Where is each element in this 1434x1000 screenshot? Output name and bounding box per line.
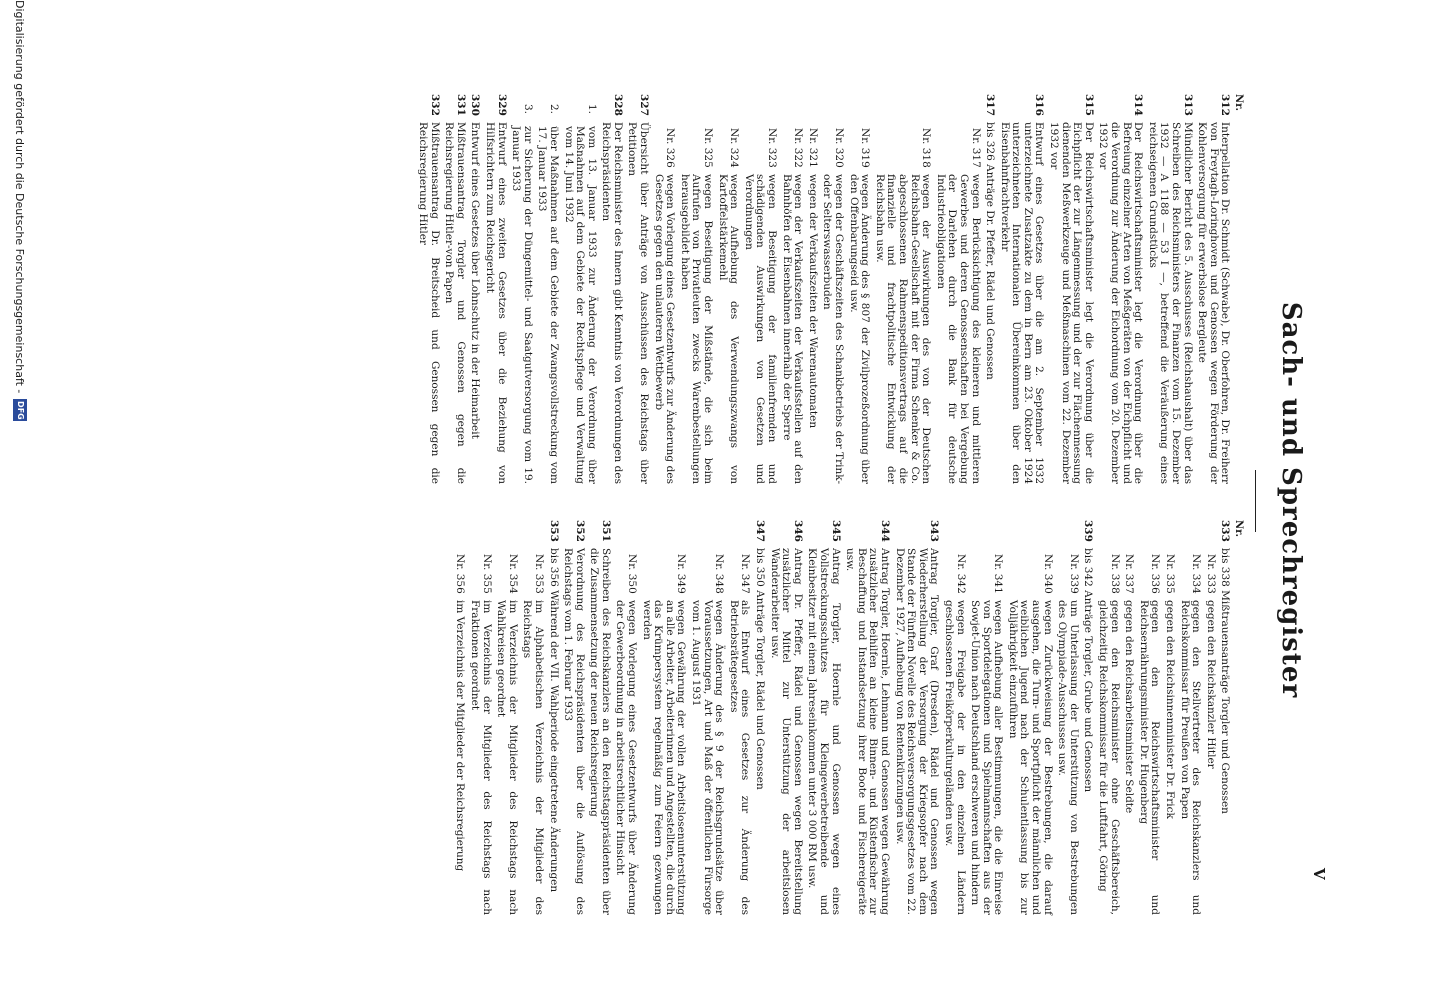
- entry-number: 312: [1219, 94, 1232, 116]
- entry-number: Nr. 349: [675, 554, 688, 594]
- entry-text: im Verzeichnis der Mitglieder der Reichsregierung: [454, 600, 467, 872]
- entry-number: 327: [638, 94, 651, 116]
- entry-text: wegen Berücksichtigung des kleineren und mittleren Gewerbes und deren Genossenschaften bei Vergebung der Darlehen durch die Bank für deutsche Industrieobligationen: [934, 174, 982, 484]
- entry-text: Der Reichswirtschaftsminister legt die Verordnung über die Eichpflicht der zur Längenmessung und der zur Flächenmessung dienenden Meßwerkzeuge und Meßmaschinen vom 22. Dezember 1932 vor: [1048, 122, 1095, 484]
- entry-text: bis 356 Während der VII. Wahlperiode eingetretene Änderungen: [547, 548, 560, 893]
- entry-text: Übersicht über Anträge von Ausschüssen des Reichstags über Petitionen: [626, 122, 651, 484]
- entry-number: Nr. 322: [792, 128, 805, 168]
- register-entry: [998, 94, 1044, 484]
- register-entry: [600, 94, 623, 484]
- entry-text: gegen den Reichswirtschaftsminister und Reichsernährungsminister Dr. Hugenberg: [1137, 600, 1162, 915]
- entry-number: Nr. 320: [833, 128, 845, 168]
- entry-number: Nr. 326: [664, 128, 677, 168]
- register-entry: [495, 554, 518, 915]
- register-entry: [689, 554, 724, 915]
- register-entry: [934, 128, 980, 484]
- entry-number: 3.: [521, 104, 534, 115]
- entry-text: Antrag Torgler, Hoernle, Lehmann und Genossen wegen Gewährung zusätzlicher Beihilfen an kleine Binnen- und Küstenfischer zur Beschaffung und Instandsetzung ihrer Boote und Fischereigeräte usw.: [844, 548, 891, 915]
- register-entry: [443, 94, 466, 484]
- register-entry: [984, 94, 996, 484]
- register-entry: [1097, 94, 1143, 484]
- entry-text: im Alphabetischen Verzeichnis der Mitglieder des Reichstags: [521, 600, 545, 915]
- register-entry: [1163, 554, 1175, 915]
- entry-number: Nr. 350: [626, 554, 639, 594]
- left-entry-list: [416, 94, 1230, 484]
- register-entry: [678, 128, 713, 484]
- entry-text: wegen der Geschäftszeiten des Schankbetriebs der Trink- oder Selterswasserbuden: [821, 174, 845, 484]
- register-entry: [768, 520, 803, 915]
- entry-text: Interpellation Dr. Schmidt (Schwabe), Dr. Oberfohren, Dr. Freiherr von Freytagh-Loringhoven und Genossen wegen Förderung der Kohlenversorgung für erwerbslose Bergleute: [1196, 122, 1232, 484]
- register-entry: [780, 128, 803, 484]
- entry-text: gegen den Reichsinnenminister Dr. Frick: [1164, 600, 1177, 819]
- entry-number: Nr. 339: [1067, 554, 1080, 594]
- register-entry: [1219, 520, 1231, 915]
- entry-number: 315: [1082, 94, 1095, 116]
- register-entry: [942, 554, 965, 915]
- register-entry: [510, 104, 533, 484]
- register-entry: [742, 128, 777, 484]
- entry-number: 316: [1033, 94, 1046, 116]
- entry-number: 351: [599, 520, 612, 542]
- entry-number: 333: [1219, 520, 1232, 542]
- entry-text: Antrag Dr. Pfeffer, Rädel und Genossen wegen Bereitstellung zusätzlicher Mittel zur Unterstützung der arbeitslosen Wanderarbeiter usw.: [768, 548, 804, 915]
- entry-text: wegen der Verkaufszeiten der Warenautomaten: [806, 174, 819, 429]
- entry-text: um Unterlassung der Unterstützung von Bestrebungen des Olympiade-Ausschusses usw.: [1056, 600, 1080, 915]
- register-entry: [1196, 94, 1231, 484]
- entry-number: 352: [573, 520, 586, 542]
- entry-text: wegen Freigabe der in den einzelnen Ländern geschlossenen Freikörperkulturgeländen usw.: [942, 600, 967, 915]
- register-entry: [844, 520, 890, 915]
- register-entry: [847, 128, 870, 484]
- register-entry: [588, 520, 611, 915]
- entry-text: Entwurf eines Gesetzes über Lohnschutz in der Heimarbeit: [469, 122, 482, 439]
- entry-text: wegen Zurückweisung der Bestrebungen, die darauf ausgehen, die Turn- und Sportpflicht der männlichen und weiblichen Jugend nach der Schulentlassung bis zur Volljährigkeit einzuführen: [1006, 600, 1054, 915]
- entry-number: Nr. 354: [506, 554, 519, 594]
- entry-number: 344: [878, 520, 891, 542]
- entry-text: im Verzeichnis der Mitglieder des Reichstags nach Wahlkreisen geordnet: [495, 600, 519, 915]
- entry-text: wegen der Auswirkungen des von der Deutschen Reichsbahn-Gesellschaft mit der Firma Schenker & Co. abgeschlossenen Rahmenspeditionsvertrags auf die finanzielle und frachtpolitische Entwicklung der Reichsbahn usw.: [873, 174, 933, 484]
- register-entry: [873, 128, 931, 484]
- right-entry-list: [454, 520, 1231, 915]
- entry-text: bis 350 Anträge Torgler, Rädel und Genossen: [754, 548, 767, 790]
- entry-number: Nr. 347: [739, 554, 752, 594]
- entry-text: wegen Änderung des § 807 der Zivilprozeßordnung über den Offenbarungseid usw.: [847, 174, 872, 484]
- entry-number: Nr. 336: [1149, 554, 1162, 594]
- entry-number: Nr. 356: [454, 554, 467, 594]
- entry-number: Nr. 317: [969, 128, 982, 168]
- entry-number: Nr. 319: [859, 128, 872, 168]
- dfg-logo-icon: DFG: [13, 399, 27, 421]
- register-entry: [640, 554, 686, 915]
- entry-number: Nr. 318: [920, 128, 933, 168]
- entry-text: gegen den Reichsminister ohne Geschäftsbereich, gleichzeitig Reichskommissar für die Luftfahrt, Göring: [1097, 600, 1121, 915]
- entry-text: bis 338 Mißtrauensanträge Torgler und Genossen: [1219, 548, 1232, 814]
- entry-number: 331: [454, 94, 467, 116]
- entry-text: im Verzeichnis der Mitglieder des Reichstags nach Fraktionen geordnet: [468, 600, 493, 915]
- register-entry: [1146, 94, 1192, 484]
- entry-text: Der Reichsminister des Innern gibt Kenntnis von Verordnungen des Reichspräsidenten: [600, 122, 624, 484]
- entry-number: Nr. 335: [1164, 554, 1177, 594]
- register-entry: [454, 554, 466, 915]
- entry-text: gegen den Stellvertreter des Reichskanzlers und Reichskommissar für Preußen von Papen: [1178, 600, 1203, 915]
- entry-text: vom 13. Januar 1933 zur Änderung der Verordnung über Maßnahmen auf dem Gebiete der Rechtspflege und Verwaltung vom 14. Juni 1932: [562, 126, 598, 484]
- entry-number: 313: [1181, 94, 1194, 116]
- entry-text: wegen Gewährung der vollen Arbeitslosenunterstützung an alle Arbeiter, Arbeiterinnen und Angestellten, die durch das Krümpersystem regelmäßig zum Feiern gezwungen werden: [640, 600, 688, 915]
- entry-number: Nr. 348: [713, 554, 726, 594]
- entry-number: Nr. 337: [1123, 554, 1136, 594]
- register-entry: [469, 94, 481, 484]
- entry-number: 317: [984, 94, 997, 116]
- register-entry: [1096, 554, 1119, 915]
- entry-text: Schreiben des Reichskanzlers an den Reichstagspräsidenten über die Zusammensetzung der neuen Reichsregierung: [588, 548, 612, 915]
- entry-number: 347: [754, 520, 767, 542]
- register-entry: [806, 520, 841, 915]
- entry-text: Mündlicher Bericht des 5. Ausschusses (Reichshaushalt) über das Schreiben des Reichsministers der Finanzen vom 15. Dezember 1932 — A 1188 — 53 I —, betreffend die Veräußerung eines reichseigenen Grundstücks: [1146, 122, 1194, 484]
- entry-number: 339: [1082, 520, 1095, 542]
- entry-text: wegen Beseitigung der familienfremden und schädigenden Auswirkungen von Gesetzen und Verordnungen: [742, 174, 779, 484]
- register-entry: [468, 554, 491, 915]
- entry-text: Antrag Torgler, Graf (Dresden), Rädel und Genossen wegen Wiederherstellung der Versorgung der Kriegsopfer nach dem Stande der Fünften Novelle des Reichsversorgungsgesetzes vom 22. Dezember 1927, Aufhebung von Rentenkürzungen usw.: [893, 548, 941, 915]
- entry-number: 346: [791, 520, 804, 542]
- register-entry: [1123, 554, 1135, 915]
- register-entry: [806, 128, 818, 484]
- entry-text: Antrag Torgler, Hoernle und Genossen wegen eines Vollstreckungsschutzes für Kleingewerbetreibende und Kleinbesitzer mit einem Jahreseinkommen unter 3 000 RM usw.: [806, 548, 842, 915]
- entry-number: Nr. 325: [702, 128, 715, 168]
- entry-text: wegen Aufhebung des Verwendungszwangs von Kartoffelstärkemehl: [716, 174, 741, 484]
- footer-text: Digitalisierung gefördert durch die Deutsche Forschungsgemeinschaft -: [13, 0, 27, 394]
- register-entry: [562, 520, 585, 915]
- register-entry: [483, 94, 506, 484]
- entry-number: Nr. 333: [1204, 554, 1217, 594]
- entry-text: wegen Vorlegung eines Gesetzentwurfs über Änderung der Gewerbeordnung in arbeitsrechtlicher Hinsicht: [614, 600, 639, 915]
- entry-text: über Maßnahmen auf dem Gebiete der Zwangsvollstreckung vom 17. Januar 1933: [536, 126, 560, 484]
- entry-text: zur Sicherung der Düngemittel- und Saatgutversorgung vom 19. Januar 1933: [510, 126, 534, 484]
- column-header: Nr.: [1233, 94, 1244, 111]
- register-entry: [716, 128, 739, 484]
- entry-number: Nr. 338: [1108, 554, 1121, 594]
- entry-text: gegen den Reichskanzler Hitler: [1204, 600, 1217, 769]
- entry-text: wegen der Verkaufszeiten der Verkaufsstellen auf den Bahnhöfen der Eisenbahnen innerhalb der Sperre: [780, 174, 805, 484]
- register-entry: [1204, 554, 1216, 915]
- register-entry: [547, 520, 559, 915]
- register-entry: [1048, 94, 1094, 484]
- entry-number: 353: [547, 520, 560, 542]
- entry-number: Nr. 323: [766, 128, 779, 168]
- register-entry: [536, 104, 559, 484]
- entry-number: Nr. 341: [992, 554, 1005, 594]
- entry-number: Nr. 321: [806, 128, 819, 168]
- register-entry: [626, 94, 649, 484]
- entry-number: 314: [1132, 94, 1145, 116]
- register-entry: [753, 520, 765, 915]
- entry-number: 330: [469, 94, 482, 116]
- entry-number: Nr. 342: [954, 554, 967, 594]
- entry-text: Entwurf eines zweiten Gesetzes über die Beziehung von Hilfsrichtern zum Reichsgericht: [483, 122, 508, 484]
- entry-number: Nr. 353: [532, 554, 545, 594]
- entry-number: Nr. 355: [480, 554, 493, 594]
- digitization-footer: [13, 0, 27, 1000]
- title-divider: [1255, 470, 1256, 532]
- entry-text: Mißtrauensantrag Dr. Breitscheid und Genossen gegen die Reichsregierung Hitler: [417, 122, 441, 484]
- register-entry: [1006, 554, 1052, 915]
- entry-text: als Entwurf eines Gesetzes zur Änderung des Betriebsrätegesetzes: [727, 600, 752, 915]
- page-number: V: [1310, 868, 1328, 880]
- entry-number: 1.: [585, 104, 598, 115]
- entry-number: 345: [829, 520, 842, 542]
- column-header: Nr.: [1233, 520, 1244, 537]
- register-entry: [893, 520, 939, 915]
- left-column: [413, 94, 1244, 484]
- register-entry: [821, 128, 844, 484]
- register-entry: [521, 554, 544, 915]
- entry-text: wegen Aufhebung aller Bestimmungen, die die Einreise von Sportdelegationen und Spielmannschaften aus der Sowjet-Union nach Deutschland erschweren und hindern: [969, 600, 1005, 915]
- right-column: [451, 520, 1244, 915]
- register-entry: [1137, 554, 1160, 915]
- entry-text: wegen Änderung des § 9 der Reichsgrundsätze über Voraussetzungen, Art und Maß der öffentlichen Fürsorge vom 1. August 1931: [690, 600, 726, 915]
- entry-number: 328: [611, 94, 624, 116]
- entry-number: Nr. 334: [1190, 554, 1203, 594]
- entry-text: Verordnung des Reichspräsidenten über die Auflösung des Reichstags vom 1. Februar 1933: [562, 548, 586, 915]
- entry-text: Mißtrauensantrag Torgler und Genossen gegen die Reichsregierung Hitler-von Papen: [443, 122, 467, 484]
- entry-text: wegen Vorlegung eines Gesetzentwurfs zur Änderung des Gesetzes gegen den unlauteren Wettbewerb: [652, 174, 677, 484]
- entry-text: wegen Beseitigung der Mißstände, die sich beim Aufrufen von Privatleuten zwecks Warenbestellungen herausgebildet haben: [678, 174, 715, 484]
- entry-text: Der Reichswirtschaftsminister legt die Verordnung über die Befreiung einzelner Arten von Meßgeräten von der Eichpflicht und die Verordnung zur Änderung der Eichordnung vom 20. Dezember 1932 vor: [1097, 122, 1145, 484]
- entry-number: 329: [495, 94, 508, 116]
- entry-text: gegen den Reichsarbeitsminister Seldte: [1123, 600, 1136, 814]
- entry-number: Nr. 324: [728, 128, 741, 168]
- entry-number: 2.: [547, 104, 560, 115]
- entry-text: Entwurf eines Gesetzes über die am 2. September 1932 unterzeichnete Zusatzakte zu dem in Bern am 23. Oktober 1924 unterzeichneten Internationalen Übereinkommen über den Eisenbahnfrachtverkehr: [998, 122, 1046, 484]
- register-entry: [1056, 554, 1079, 915]
- page-title: Sach- und Sprechregister: [1276, 301, 1306, 699]
- register-entry: [969, 554, 1004, 915]
- register-entry: [416, 94, 439, 484]
- register-entry: [652, 128, 675, 484]
- entry-text: bis 342 Anträge Torgler, Grube und Genossen: [1082, 548, 1095, 793]
- register-entry: [1178, 554, 1201, 915]
- entry-number: 332: [428, 94, 441, 116]
- register-entry: [614, 554, 637, 915]
- register-entry: [1082, 520, 1094, 915]
- entry-text: bis 326 Anträge Dr. Pfeffer, Rädel und Genossen: [984, 122, 997, 380]
- register-entry: [727, 554, 750, 915]
- register-entry: [562, 104, 597, 484]
- entry-number: 343: [928, 520, 941, 542]
- entry-number: Nr. 340: [1041, 554, 1054, 594]
